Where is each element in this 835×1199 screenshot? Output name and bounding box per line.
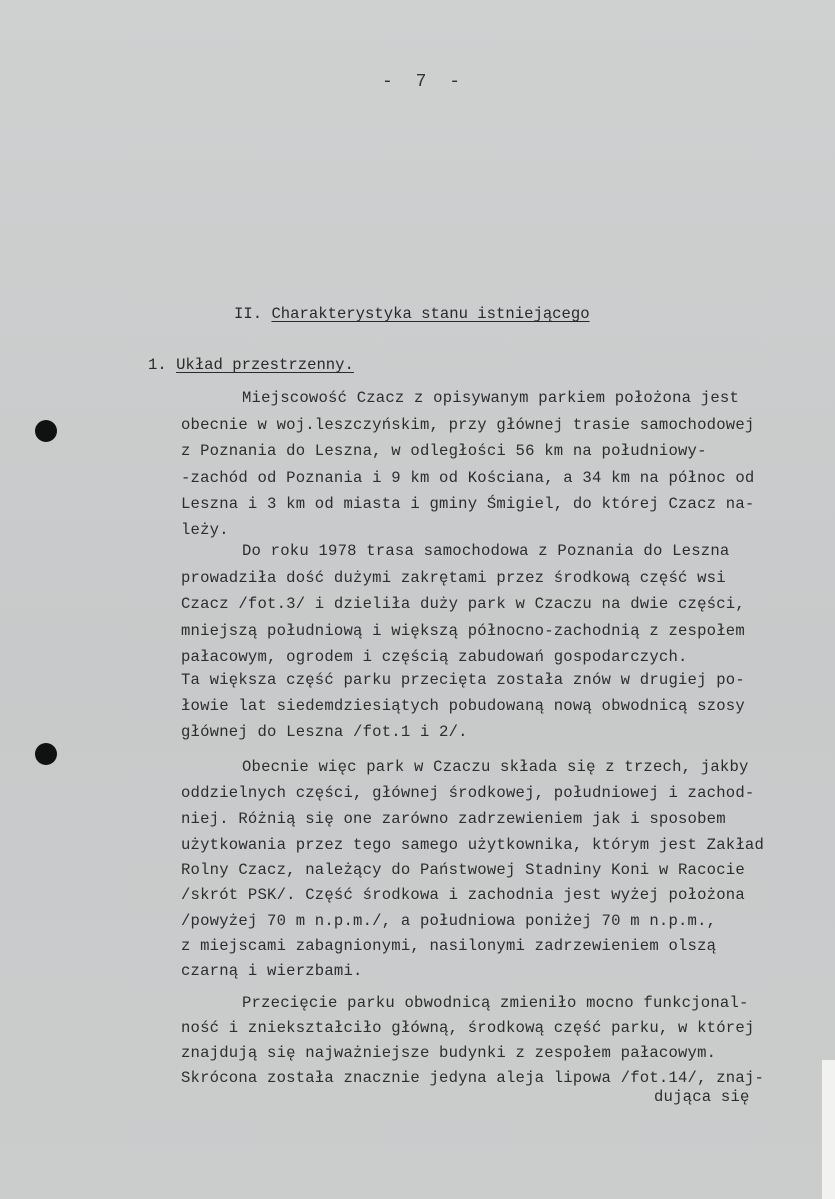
text-line: /powyżej 70 m n.p.m./, a południowa poniżej 70 m n.p.m., [181, 912, 717, 930]
text-line: łowie lat siedemdziesiątych pobudowaną nową obwodnicą szosy [181, 697, 745, 715]
text-line: Rolny Czacz, należący do Państwowej Stadniny Koni w Racocie [181, 861, 745, 879]
chapter-title [234, 305, 590, 323]
text-line: leży. [181, 521, 229, 539]
punch-hole-icon [35, 420, 57, 442]
text-line: prowadziła dość dużymi zakrętami przez środkową część wsi [181, 569, 726, 587]
section-heading-text: Układ przestrzenny. [176, 356, 354, 374]
text-line: dująca się [654, 1088, 750, 1106]
text-line: z Poznania do Leszna, w odległości 56 km na południowy- [181, 442, 707, 460]
text-line: Ta większa część parku przecięta została znów w drugiej po- [181, 671, 745, 689]
text-line: z miejscami zabagnionymi, nasilonymi zadrzewieniem olszą [181, 937, 717, 955]
text-line: użytkowania przez tego samego użytkownika, którym jest Zakład [181, 836, 765, 854]
text-line: znajdują się najważniejsze budynki z zespołem pałacowym. [181, 1044, 717, 1062]
text-line: Czacz /fot.3/ i dzieliła duży park w Czaczu na dwie części, [181, 595, 745, 613]
text-line: mniejszą południową i większą północno-zachodnią z zespołem [181, 622, 745, 640]
text-line: pałacowym, ogrodem i częścią zabudowań gospodarczych. [181, 648, 688, 666]
section-heading [148, 356, 354, 374]
text-line: głównej do Leszna /fot.1 i 2/. [181, 723, 468, 741]
chapter-title-text: Charakterystyka stanu istniejącego [271, 305, 590, 323]
text-line: Skrócona została znacznie jedyna aleja lipowa /fot.14/, znaj- [181, 1069, 765, 1087]
section-number: 1. [148, 356, 167, 374]
text-line: oddzielnych części, głównej środkowej, południowej i zachod- [181, 784, 755, 802]
text-line: niej. Różnią się one zarówno zadrzewieniem jak i sposobem [181, 810, 726, 828]
text-line: Do roku 1978 trasa samochodowa z Poznania do Leszna [242, 542, 730, 560]
text-line: Obecnie więc park w Czaczu składa się z trzech, jakby [242, 758, 749, 776]
paper-edge-strip [822, 1060, 835, 1199]
text-line: obecnie w woj.leszczyńskim, przy głównej trasie samochodowej [181, 416, 755, 434]
punch-hole-icon [35, 743, 57, 765]
text-line: Leszna i 3 km od miasta i gminy Śmigiel, do której Czacz na- [181, 495, 755, 513]
text-line: /skrót PSK/. Część środkowa i zachodnia jest wyżej położona [181, 886, 745, 904]
text-line: Przecięcie parku obwodnicą zmieniło mocno funkcjonal- [242, 994, 749, 1012]
text-line: ność i zniekształciło główną, środkową część parku, w której [181, 1019, 755, 1037]
text-line: -zachód od Poznania i 9 km od Kościana, a 34 km na północ od [181, 469, 755, 487]
text-line: czarną i wierzbami. [181, 962, 363, 980]
page-number: - 7 - [382, 72, 467, 92]
text-line: Miejscowość Czacz z opisywanym parkiem położona jest [242, 389, 740, 407]
chapter-number: II. [234, 305, 263, 323]
